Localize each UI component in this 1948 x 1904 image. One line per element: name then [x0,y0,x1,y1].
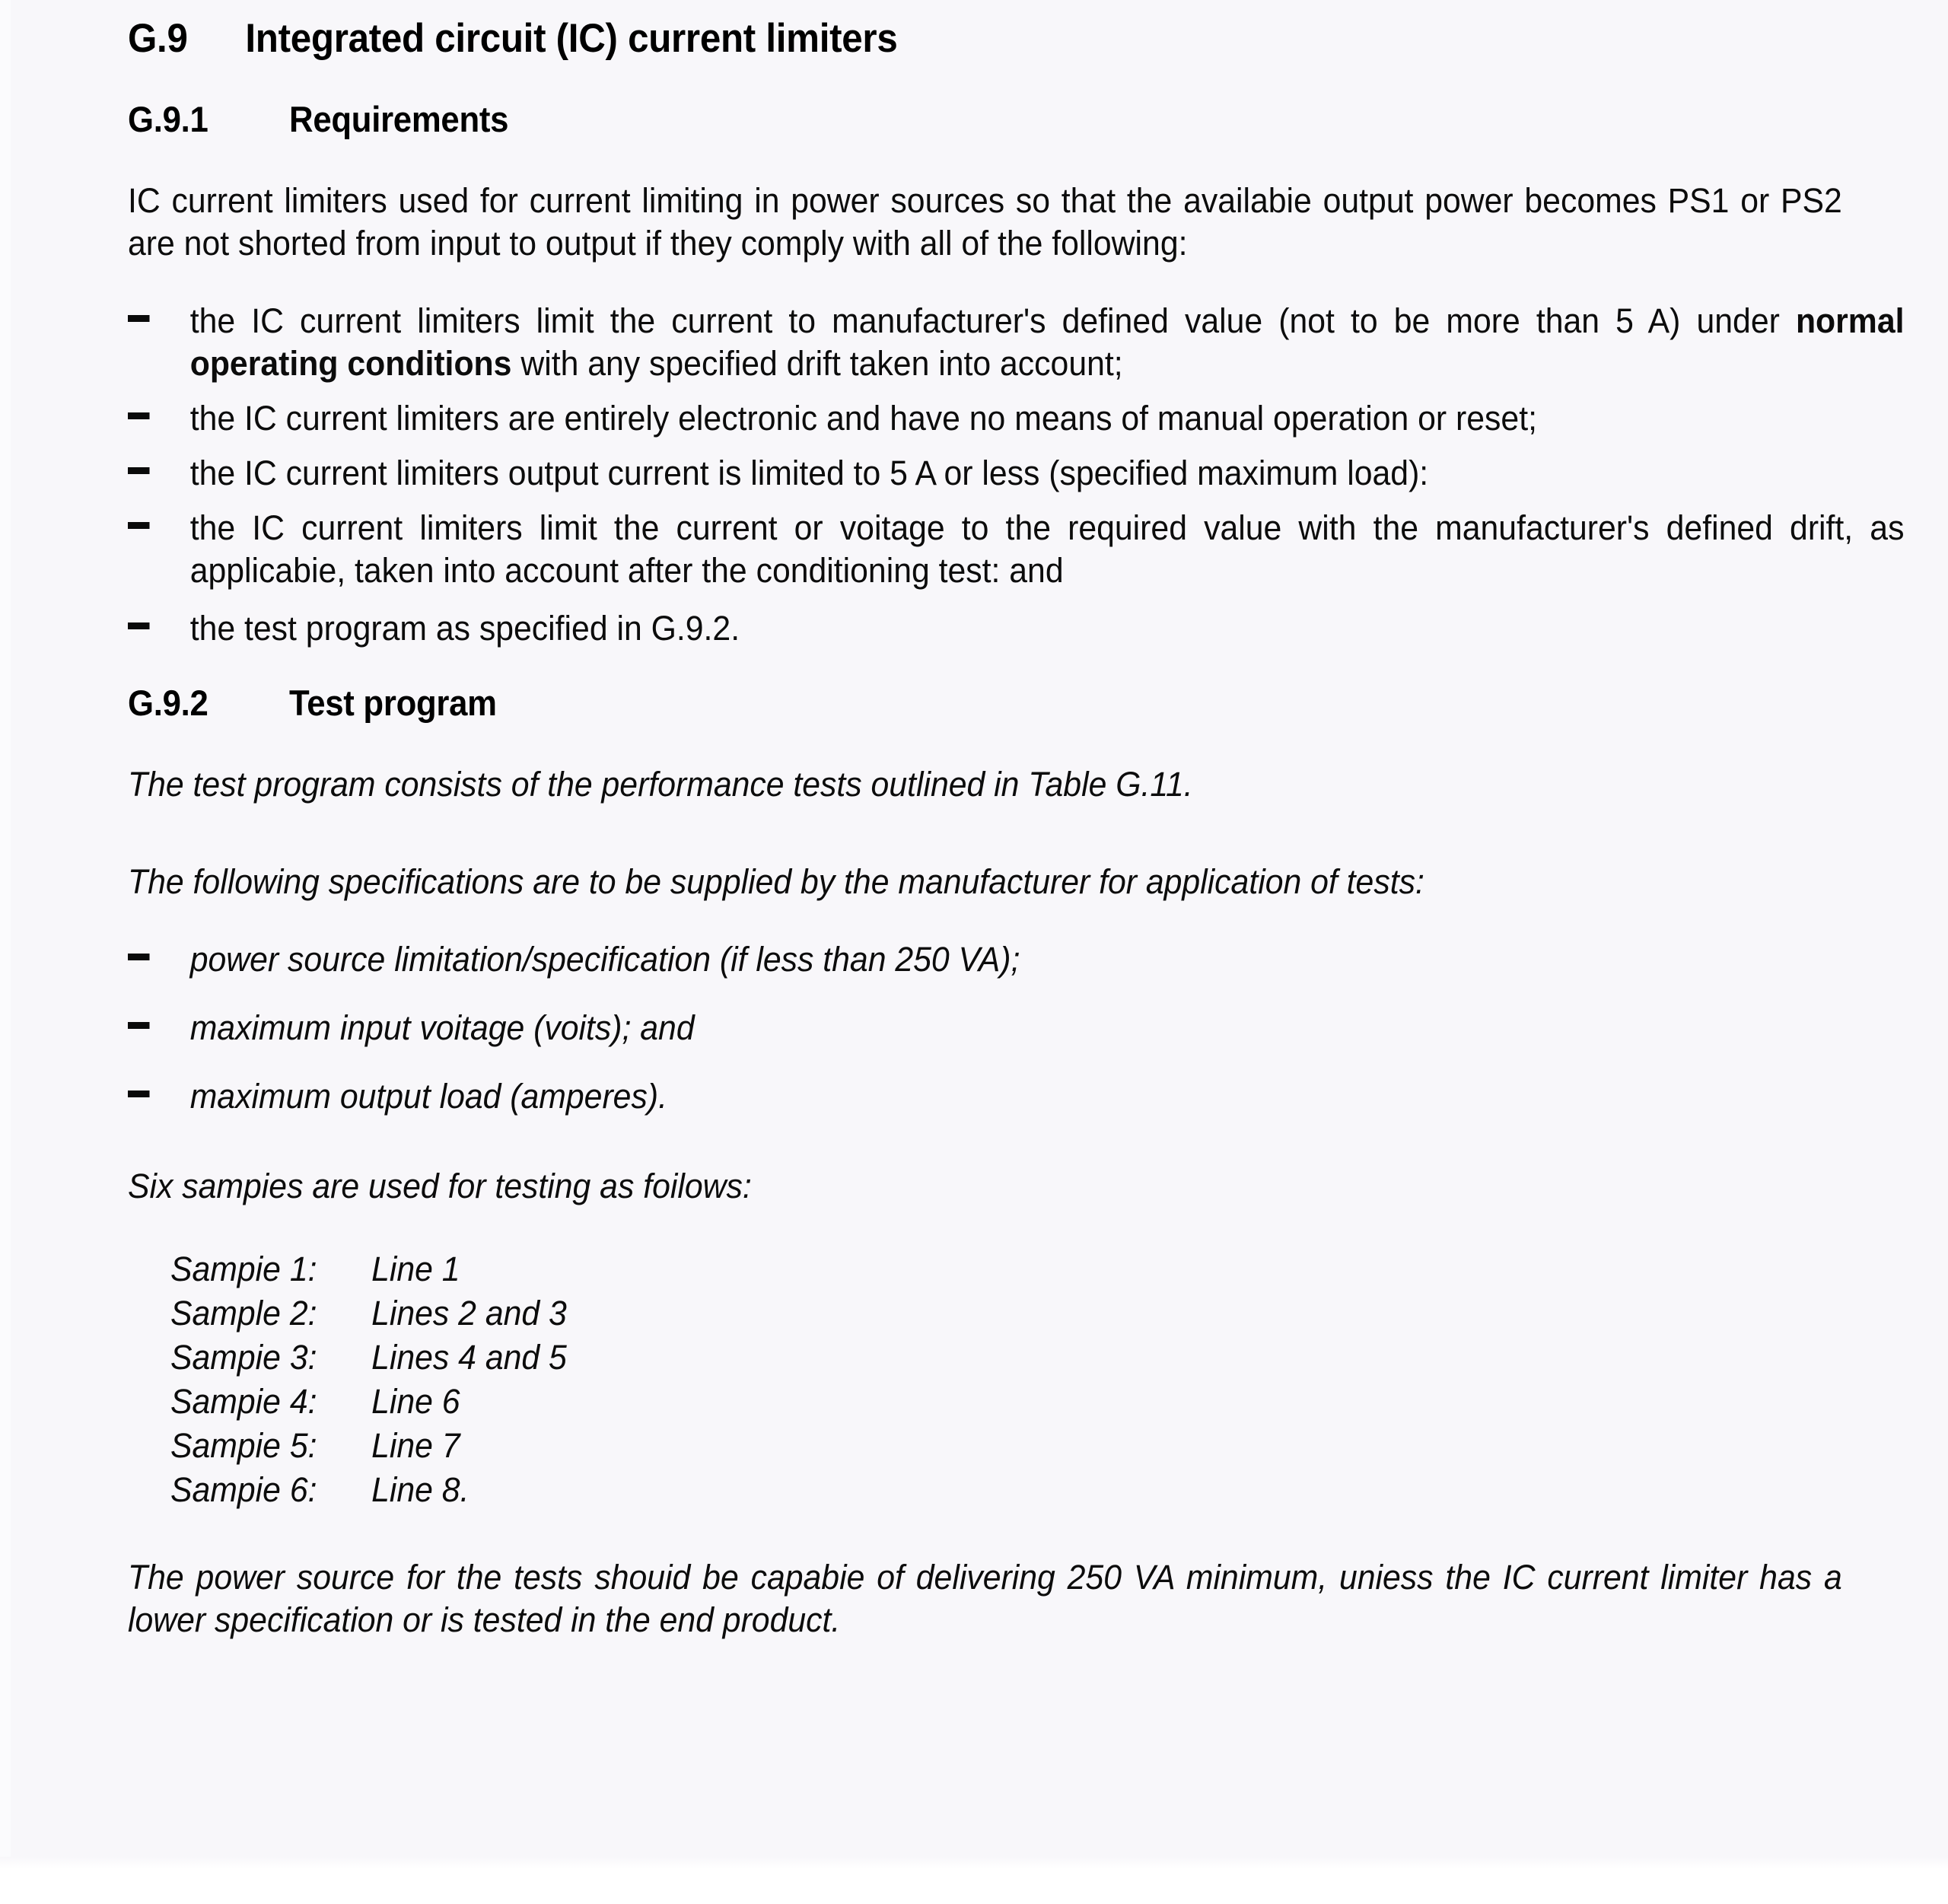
document-content [128,0,1905,1641]
list-item [128,607,1904,650]
sample-label: Sampie 4: [170,1382,317,1421]
dash-bullet-icon [128,954,150,960]
list-item [170,1427,1758,1465]
sample-label: Sampie 1: [170,1250,317,1288]
bullet-text: power source limitation/specification (if less than 250 VA); [189,940,1020,979]
bullet-text: maximum input voitage (voits); and [189,1008,695,1047]
list-item [170,1383,1758,1421]
g92-intro-paragraph-2: The following specifications are to be supplied by the manufacturer for application of tests: [128,862,1424,901]
dash-bullet-icon [128,1091,150,1097]
heading-g9-number: G.9 [128,16,188,61]
g92-specifications-list [128,938,1841,1118]
bullet-text: the test program as specified in G.9.2. [189,609,740,648]
bullet-text-pre: the IC current limiters limit the current to manufacturer's defined value (not to be more than 5 A) under [189,301,1796,340]
heading-g91-title: Requirements [289,99,509,139]
sample-label: Sampie 5: [170,1426,317,1465]
dash-bullet-icon [128,622,150,629]
heading-g9 [128,18,1721,59]
list-item [128,300,1904,385]
sample-assignments-list [128,1250,1841,1509]
bullet-text: maximum output load (amperes). [189,1077,667,1116]
list-item [128,1075,1904,1118]
sample-label: Sample 2: [170,1294,317,1332]
heading-g92-number: G.9.2 [128,683,208,723]
heading-g91 [128,101,1721,137]
g91-requirements-list [128,300,1905,650]
list-item [128,938,1904,981]
bullet-text: the IC current limiters limit the current or voitage to the required value with the manufacturer's defined drift, as applicabie, taken into account after the conditioning test: and [189,508,1905,590]
bullet-text: the IC current limiters are entirely electronic and have no means of manual operation or reset; [189,399,1537,438]
sample-value: Lines 4 and 5 [371,1338,567,1377]
sample-value: Line 6 [371,1382,460,1421]
g92-intro-paragraph-1: The test program consists of the performance tests outlined in Table G.11. [128,765,1193,804]
sample-value: Line 7 [371,1426,460,1465]
dash-bullet-icon [128,1022,150,1029]
heading-g92 [128,685,1721,721]
samples-intro-paragraph: Six sampies are used for testing as foilows: [128,1167,752,1205]
heading-g91-number: G.9.1 [128,99,208,139]
list-item [170,1250,1758,1288]
heading-g92-title: Test program [289,683,497,723]
dash-bullet-icon [128,315,150,322]
list-item [128,1007,1904,1049]
sample-label: Sampie 6: [170,1470,317,1509]
dash-bullet-icon [128,467,150,474]
heading-g9-title: Integrated circuit (IC) current limiters [245,16,898,61]
list-item [170,1294,1758,1332]
list-item [170,1339,1758,1377]
page-left-margin [0,0,11,1869]
sample-value: Lines 2 and 3 [371,1294,567,1332]
g92-closing-paragraph: The power source for the tests shouid be capabie of delivering 250 VA minimum, uniess the IC current limiter has a lower specification or is tested in the end product. [128,1558,1842,1639]
bullet-text-bold: normal operating conditions [189,301,1905,383]
bullet-text-post: with any specified drift taken into account; [511,344,1123,383]
sample-value: Line 1 [371,1250,460,1288]
list-item [128,452,1904,495]
list-item [128,397,1904,440]
dash-bullet-icon [128,522,150,529]
page-bottom-edge [0,1857,1948,1869]
dash-bullet-icon [128,412,150,419]
g91-intro-paragraph: IC current limiters used for current limiting in power sources so that the availabie output power becomes PS1 or PS2 are not shorted from input to output if they comply with all of the following: [128,181,1842,263]
bullet-text: the IC current limiters output current is limited to 5 A or less (specified maximum load): [189,454,1429,492]
list-item [170,1471,1758,1509]
sample-label: Sampie 3: [170,1338,317,1377]
list-item [128,507,1904,592]
sample-value: Line 8. [371,1470,469,1509]
